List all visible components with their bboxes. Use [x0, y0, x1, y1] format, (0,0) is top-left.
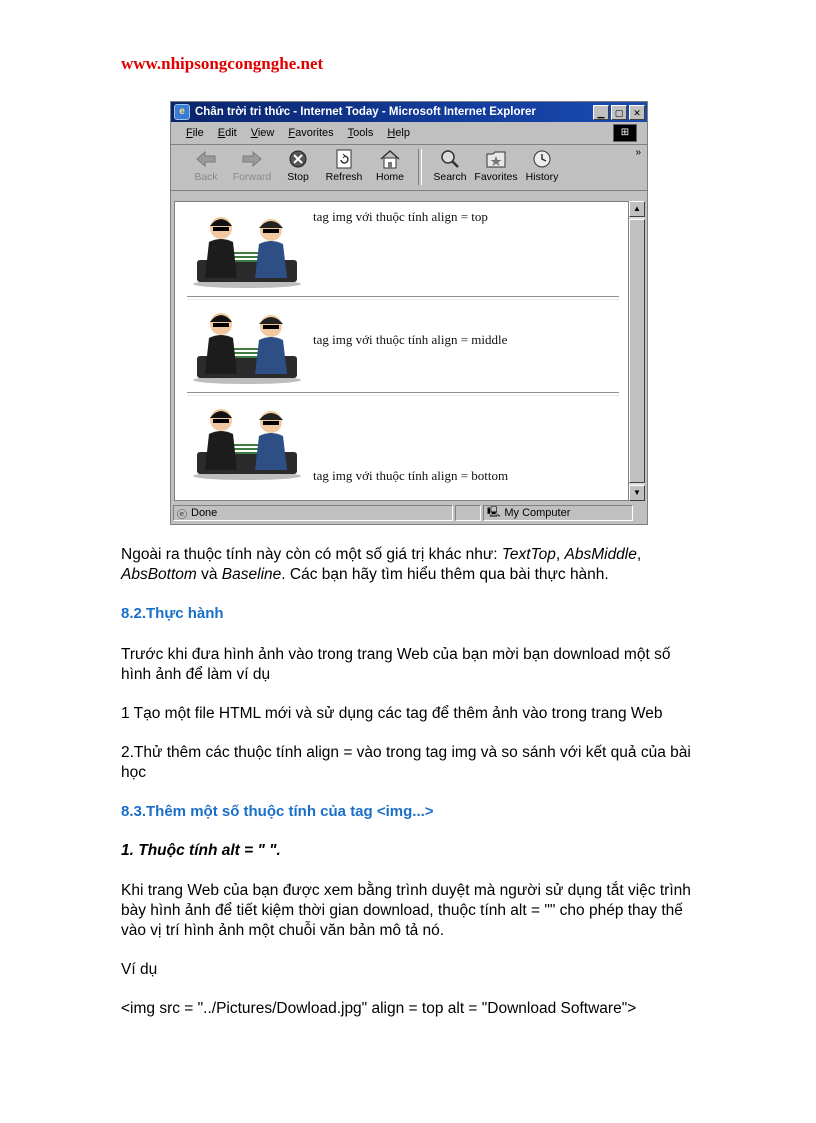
heading-8-2: 8.2.Thực hành: [121, 605, 224, 622]
menu-help[interactable]: Help: [387, 127, 410, 139]
refresh-icon: [333, 149, 355, 169]
forward-button[interactable]: [229, 149, 275, 183]
paragraph-step-1: 1 Tạo một file HTML mới và sử dụng các tag để thêm ảnh vào trong trang Web: [121, 705, 663, 722]
back-button[interactable]: [183, 149, 229, 183]
page-done-icon: ⓔ: [177, 509, 187, 521]
browser-menubar: [171, 122, 647, 145]
minimize-icon[interactable]: ▁: [593, 105, 609, 120]
demo-row-bottom: [175, 396, 628, 492]
stop-button[interactable]: [275, 149, 321, 183]
value-absbottom: AbsBottom: [121, 566, 197, 583]
home-icon: [379, 149, 401, 169]
back-arrow-icon: [195, 149, 217, 169]
scroll-up-icon[interactable]: ▲: [629, 201, 645, 217]
search-label: Search: [433, 171, 467, 183]
search-icon: [439, 149, 461, 169]
vertical-scrollbar[interactable]: [629, 201, 645, 501]
browser-screenshot: [170, 101, 648, 525]
status-pane-empty: [455, 505, 481, 521]
demo-row-middle: [175, 300, 628, 396]
browser-titlebar: [171, 102, 647, 122]
computer-icon: 🖳: [487, 506, 501, 518]
code-example: <img src = "../Pictures/Dowload.jpg" align = top alt = "Download Software">: [121, 1000, 637, 1017]
spy-characters-image: [191, 208, 303, 288]
home-button[interactable]: [367, 149, 413, 183]
status-text: Done: [191, 507, 218, 519]
scroll-thumb[interactable]: [629, 219, 645, 483]
menu-tools[interactable]: Tools: [347, 127, 374, 139]
toolbar-more-icon[interactable]: »: [635, 147, 641, 158]
browser-statusbar: [171, 502, 647, 524]
favorites-button[interactable]: [473, 149, 519, 183]
heading-alt-attribute: 1. Thuộc tính alt = " ".: [121, 842, 281, 859]
scroll-down-icon[interactable]: ▼: [629, 485, 645, 501]
browser-toolbar: [171, 145, 647, 191]
demo-label-bottom: tag img với thuộc tính align = bottom: [313, 468, 509, 483]
stop-label: Stop: [287, 171, 309, 183]
maximize-icon[interactable]: ▢: [611, 105, 627, 120]
history-label: History: [525, 171, 559, 183]
text-run: Ngoài ra thuộc tính này còn có một số giá trị khác như:: [121, 546, 502, 563]
paragraph-step-2: 2.Thử thêm các thuộc tính align = vào trong tag img và so sánh với kết quả của bài học: [121, 744, 691, 781]
favorites-folder-icon: [485, 149, 507, 169]
value-baseline: Baseline: [221, 566, 282, 583]
demo-label-top: tag img với thuộc tính align = top: [313, 209, 488, 224]
text-run: và: [196, 566, 222, 583]
browser-content: [174, 201, 629, 501]
site-url[interactable]: www.nhipsongcongnghe.net: [121, 54, 324, 73]
home-label: Home: [375, 171, 404, 183]
menu-file[interactable]: File: [186, 127, 204, 139]
spy-characters-image: [191, 400, 303, 480]
refresh-label: Refresh: [325, 171, 363, 183]
history-icon: [531, 149, 553, 169]
history-button[interactable]: [519, 149, 565, 183]
value-texttop: TextTop: [501, 546, 556, 563]
zone-text: My Computer: [504, 507, 571, 519]
close-icon[interactable]: ✕: [629, 105, 645, 120]
zone-pane: [483, 505, 633, 521]
menu-favorites[interactable]: Favorites: [288, 127, 334, 139]
search-button[interactable]: [427, 149, 473, 183]
favorites-label: Favorites: [474, 171, 518, 183]
status-pane: [173, 505, 453, 521]
paragraph-example-label: Ví dụ: [121, 961, 158, 978]
forward-arrow-icon: [241, 149, 263, 169]
text-run: ,: [555, 546, 565, 563]
value-absmiddle: AbsMiddle: [564, 546, 637, 563]
refresh-button[interactable]: [321, 149, 367, 183]
menu-view[interactable]: View: [250, 127, 275, 139]
forward-label: Forward: [232, 171, 272, 183]
demo-label-middle: tag img với thuộc tính align = middle: [313, 332, 508, 347]
paragraph-alt-description: Khi trang Web của bạn được xem bằng trình duyệt mà người sử dụng tắt việc trình bày hình ảnh để tiết kiệm thời gian download, thuộc tính alt = "" cho phép thay thế vào vị trí hình ảnh một chuỗi văn bản mô tả nó.: [121, 882, 691, 939]
heading-8-3: 8.3.Thêm một số thuộc tính của tag <img...>: [121, 803, 434, 820]
demo-row-top: [175, 204, 628, 300]
text-run: . Các bạn hãy tìm hiểu thêm qua bài thực hành.: [281, 566, 609, 583]
spy-characters-image: [191, 304, 303, 384]
paragraph-practice-intro: Trước khi đưa hình ảnh vào trong trang Web của bạn mời bạn download một số hình ảnh để làm ví dụ: [121, 646, 671, 683]
menu-edit[interactable]: Edit: [217, 127, 237, 139]
paragraph-align-values: [121, 545, 711, 585]
ie-icon: e: [174, 104, 190, 120]
browser-title: Chân trời tri thức - Internet Today - Microsoft Internet Explorer: [195, 106, 536, 118]
toolbar-separator: [418, 149, 422, 185]
back-label: Back: [194, 171, 218, 183]
stop-icon: [287, 149, 309, 169]
text-run: ,: [636, 546, 642, 563]
windows-logo-icon: ⊞: [613, 124, 637, 142]
